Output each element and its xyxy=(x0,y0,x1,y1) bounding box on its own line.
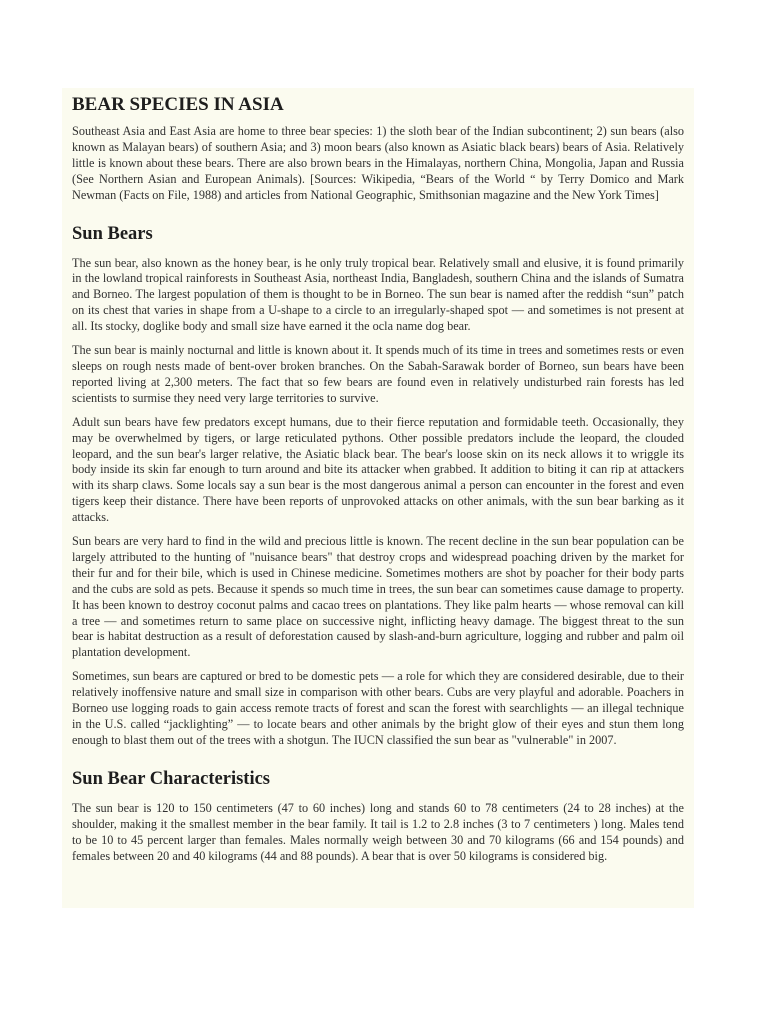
paragraph: Sometimes, sun bears are captured or bred to be domestic pets — a role for which they are considered desirable, due to their relatively inoffensive nature and small size in comparison with other bears. Cubs are very playful and adorable. Poachers in Borneo use logging roads to gain access remote tracts of forest and scan the forest with searchlights — an illegal technique in the U.S. called “jacklighting” — to locate bears and other animals by the bright glow of their eyes and stun them long enough to blast them out of the trees with a shotgun. The IUCN classified the sun bear as "vulnerable" in 2007. xyxy=(72,669,684,747)
paragraph: The sun bear is mainly nocturnal and little is known about it. It spends much of its time in trees and sometimes rests or even sleeps on rough nests made of bent-over broken branches. On the Sabah-Sarawak border of Borneo, sun bears have been reported living at 2,300 meters. The fact that so few bears are found even in relatively undisturbed rain forests has led scientists to surmise they need very large territories to survive. xyxy=(72,343,684,405)
article-body xyxy=(62,88,694,908)
paragraph: Sun bears are very hard to find in the wild and precious little is known. The recent decline in the sun bear population can be largely attributed to the hunting of "nuisance bears" that destroy crops and widespread poaching driven by the market for their fur and for their bile, which is used in Chinese medicine. Sometimes mothers are shot by poacher for their body parts and the cubs are sold as pets. Because it spends so much time in trees, the sun bear can sometimes cause damage to property. It has been known to destroy coconut palms and cacao trees on plantations. They like palm hearts — whose removal can kill a tree — and sometimes return to same place on successive night, inflicting heavy damage. The biggest threat to the sun bear is habitat destruction as a result of deforestation caused by slash-and-burn agriculture, logging and rubber and palm oil plantation development. xyxy=(72,534,684,660)
section-heading-sun-bears: Sun Bears xyxy=(72,223,153,244)
paragraph: The sun bear is 120 to 150 centimeters (47 to 60 inches) long and stands 60 to 78 centimeters (24 to 28 inches) at the shoulder, making it the smallest member in the bear family. It tail is 1.2 to 2.8 inches (3 to 7 centimeters ) long. Males tend to be 10 to 45 percent larger than females. Males normally weigh between 30 and 70 kilograms (66 and 154 pounds) and females between 20 and 40 kilograms (44 and 88 pounds). A bear that is over 50 kilograms is considered big. xyxy=(72,800,684,863)
paragraph: Adult sun bears have few predators except humans, due to their fierce reputation and formidable teeth. Occasionally, they may be overwhelmed by tigers, or large reticulated pythons. Other possible predators include the leopard, the clouded leopard, and the sun bear's larger relative, the Asiatic black bear. The bear's loose skin on its neck allows it to wriggle its body inside its skin far enough to turn around and bite its attacker when grabbed. It addition to biting it can rip at attackers with its sharp claws. Some locals say a sun bear is the most dangerous animal a person can encounter in the forest and even tigers keep their distance. There have been reports of unprovoked attacks on other animals, with the sun bear barking as it attacks. xyxy=(72,414,684,525)
section-heading-sun-bear-characteristics: Sun Bear Characteristics xyxy=(72,768,270,789)
paragraph: The sun bear, also known as the honey bear, is he only truly tropical bear. Relatively small and elusive, it is found primarily in the lowland tropical rainforests in Southeast Asia, northeast India, Bangladesh, southern China and the islands of Sumatra and Borneo. The largest population of them is thought to be in Borneo. The sun bear is named after the reddish “sun” patch on its chest that varies in shape from a U-shape to a circle to an irregularly-shaped spot — and sometimes is not present at all. Its stocky, doglike body and small size have earned it the ocla name dog bear. xyxy=(72,255,684,334)
intro-paragraph: Southeast Asia and East Asia are home to three bear species: 1) the sloth bear of the Indian subcontinent; 2) sun bears (also known as Malayan bears) of southern Asia; and 3) moon bears (also known as Asiatic black bears) bears of Asia. Relatively little is known about these bears. There are also brown bears in the Himalayas, northern China, Mongolia, Japan and Russia (See Northern Asian and European Animals). [Sources: Wikipedia, “Bears of the World “ by Terry Domico and Mark Newman (Facts on File, 1988) and articles from National Geographic, Smithsonian magazine and the New York Times] xyxy=(72,124,684,202)
page-title: BEAR SPECIES IN ASIA xyxy=(72,94,284,115)
